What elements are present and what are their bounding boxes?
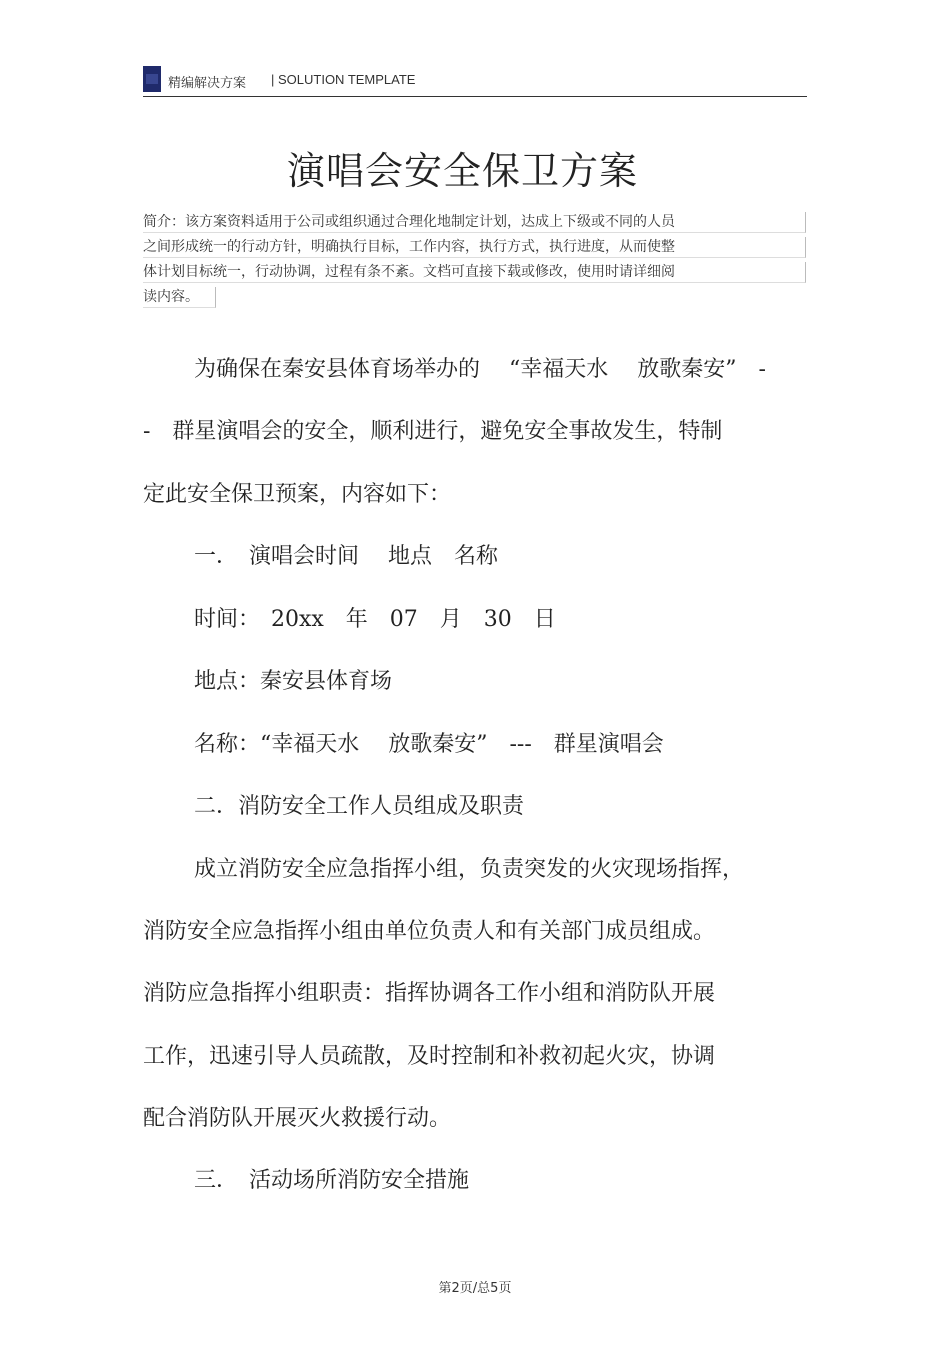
header-brand: 精编解决方案 — [168, 76, 247, 91]
summary-line: 读内容。 — [143, 287, 216, 308]
section-heading: 三． 活动场所消防安全措施 — [194, 1168, 470, 1193]
summary-line: 简介：该方案资料适用于公司或组织通过合理化地制定计划，达成上下级或不同的人员 — [143, 212, 806, 233]
page-number: 第2页/总5页 — [438, 1281, 512, 1296]
event-time: 时间： 20xx 年 07 月 30 日 — [194, 607, 556, 632]
summary-line: 之间形成统一的行动方针，明确执行目标，工作内容，执行方式，执行进度，从而使整 — [143, 237, 806, 258]
document-header — [143, 66, 807, 97]
section-heading: 一． 演唱会时间 地点 名称 — [194, 544, 498, 569]
summary-line: 体计划目标统一，行动协调，过程有条不紊。文档可直接下载或修改，使用时请详细阅 — [143, 262, 806, 283]
event-name: 名称：“幸福天水 放歌秦安” --- 群星演唱会 — [194, 732, 664, 757]
paragraph-line: 工作，迅速引导人员疏散，及时控制和补救初起火灾，协调 — [143, 1044, 716, 1069]
paragraph-line: 消防安全应急指挥小组由单位负责人和有关部门成员组成。 — [143, 919, 716, 944]
paragraph-line: 消防应急指挥小组职责：指挥协调各工作小组和消防队开展 — [143, 981, 716, 1006]
section-heading: 二．消防安全工作人员组成及职责 — [194, 794, 525, 819]
paragraph-line: 配合消防队开展灭火救援行动。 — [143, 1106, 452, 1131]
paragraph-line: 成立消防安全应急指挥小组，负责突发的火灾现场指挥， — [194, 857, 745, 882]
header-subtitle: | SOLUTION TEMPLATE — [271, 72, 416, 87]
event-place: 地点：秦安县体育场 — [194, 669, 393, 694]
logo-icon — [143, 66, 161, 92]
intro-line: 定此安全保卫预案，内容如下： — [143, 482, 452, 507]
intro-line: - 群星演唱会的安全，顺利进行，避免安全事故发生，特制 — [143, 419, 723, 444]
intro-line: 为确保在秦安县体育场举办的 “幸福天水 放歌秦安” - — [194, 357, 766, 382]
document-title: 演唱会安全保卫方案 — [286, 149, 638, 193]
